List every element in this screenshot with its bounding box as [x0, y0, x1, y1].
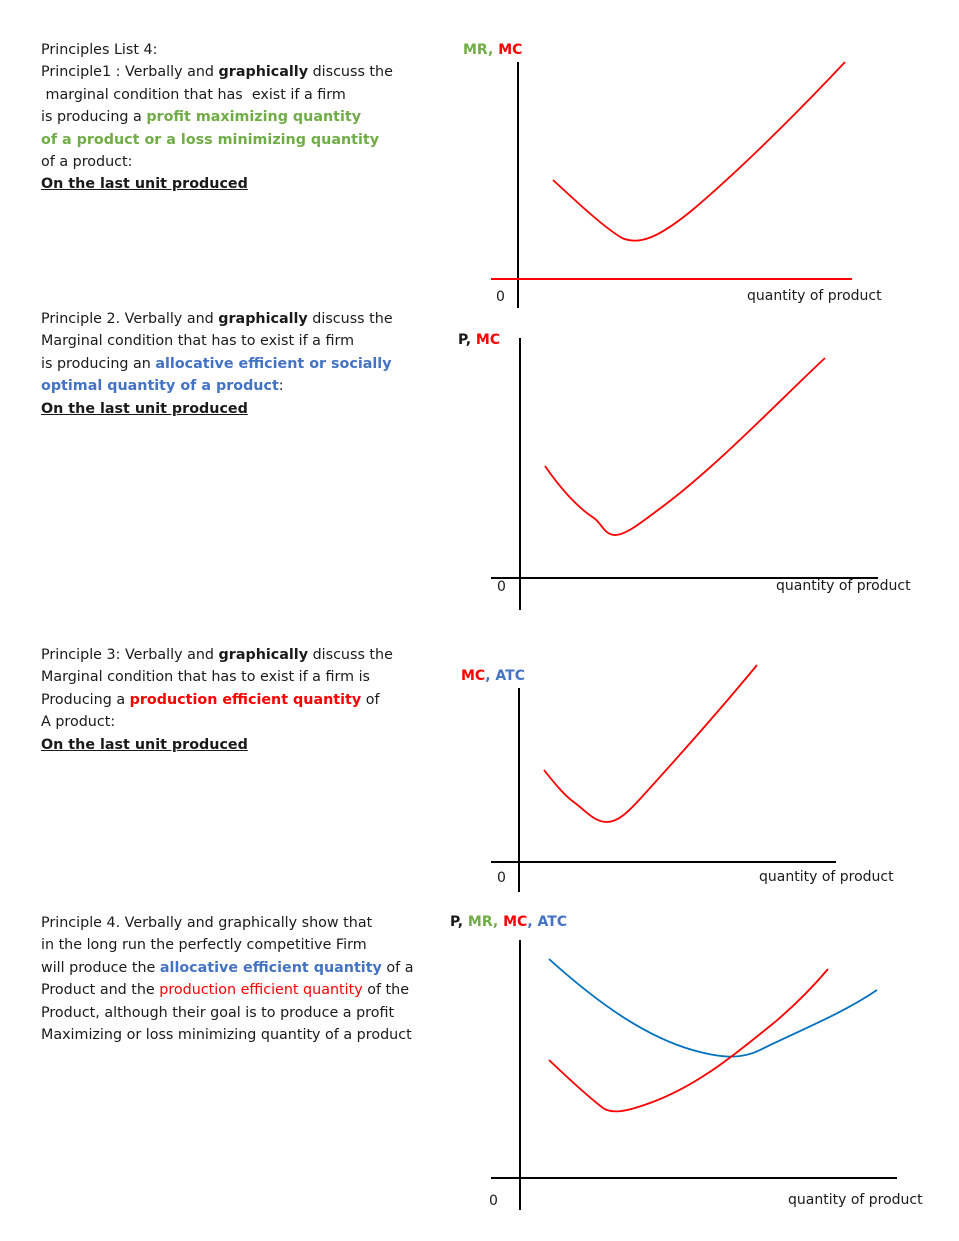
principle-3-line-2: Marginal condition that has to exist if a firm is — [41, 669, 371, 686]
principle-2-last-unit: On the last unit produced — [41, 400, 248, 417]
principle-3-last-unit: On the last unit produced — [41, 736, 248, 753]
graph-3-mc-curve — [544, 665, 757, 822]
principle-4-line-4: Product and the production efficient quantity of the — [41, 982, 409, 999]
graph-2-y-label: P, MC — [458, 332, 501, 348]
principle-3-line-3: Producing a production efficient quantity of — [41, 691, 380, 708]
graph-1-origin: 0 — [496, 289, 505, 305]
principle-3-line-1: Principle 3: Verbally and graphically discuss the — [41, 647, 393, 663]
graph-2-origin: 0 — [497, 579, 506, 595]
principle-1-line-2: marginal condition that has exist if a firm — [41, 86, 346, 103]
graph-3-origin: 0 — [497, 870, 506, 886]
graph-4-x-label: quantity of product — [788, 1192, 923, 1208]
graph-4-atc-curve — [549, 959, 877, 1057]
principle-2-line-4: optimal quantity of a product: — [41, 378, 284, 395]
graph-2-x-label: quantity of product — [776, 578, 911, 594]
principle-2-line-3: is producing an allocative efficient or socially — [41, 355, 392, 372]
principle-4-line-3: will produce the allocative efficient quantity of a — [41, 959, 414, 976]
graph-4-y-label: P, MR, MC, ATC — [450, 914, 568, 930]
principle-1-line-1: Principle1 : Verbally and graphically discuss the — [41, 64, 393, 81]
principle-4-line-2: in the long run the perfectly competitive Firm — [41, 937, 367, 954]
principle-3-line-4: A product: — [41, 714, 116, 731]
graph-3-y-label: MC, ATC — [461, 668, 525, 684]
graph-1-y-label: MR, MC — [463, 42, 523, 58]
principle-1-line-5: of a product: — [41, 154, 133, 171]
principle-1-line-4: of a product or a loss minimizing quantity — [41, 131, 380, 148]
graph-1-x-label: quantity of product — [747, 288, 882, 304]
principle-4-line-5: Product, although their goal is to produce a profit — [41, 1004, 395, 1021]
graph-2-mc-curve — [545, 358, 825, 535]
graph-4-mc-curve — [549, 969, 828, 1111]
graph-1-mc-curve — [553, 62, 845, 241]
principle-2-line-1: Principle 2. Verbally and graphically discuss the — [41, 311, 393, 327]
graph-4-origin: 0 — [489, 1193, 498, 1209]
principle-4-line-6: Maximizing or loss minimizing quantity of a product — [41, 1027, 412, 1044]
principle-4-line-1: Principle 4. Verbally and graphically show that — [41, 915, 373, 931]
principle-1-last-unit: On the last unit produced — [41, 176, 248, 193]
principle-2-line-2: Marginal condition that has to exist if a firm — [41, 333, 355, 350]
principle-1-line-3: is producing a profit maximizing quantity — [41, 109, 362, 126]
list-title: Principles List 4: — [41, 42, 158, 58]
graph-3-x-label: quantity of product — [759, 869, 894, 885]
